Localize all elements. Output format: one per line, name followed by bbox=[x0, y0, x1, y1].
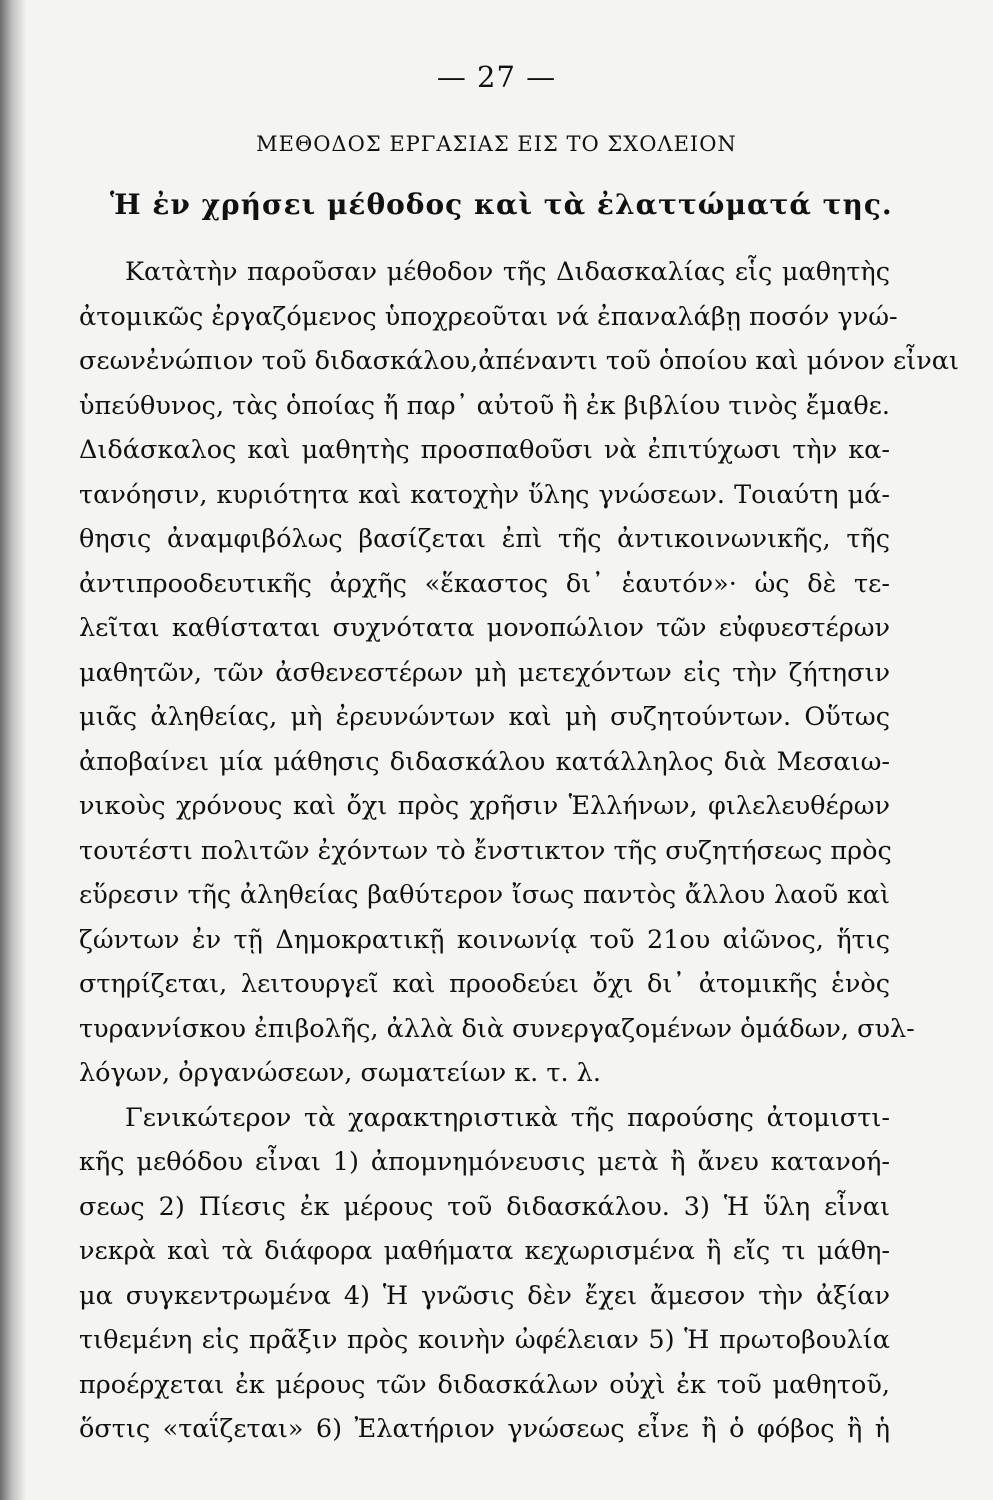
text-line: Γενικώτερον τὰ χαρακτηριστικὰ τῆς παρούσης ἀτομιστι- bbox=[125, 1103, 890, 1133]
text-line: τιθεμένη εἰς πρᾶξιν πρὸς κοινὴν ὠφέλειαν 5) Ἡ πρωτοβουλία bbox=[79, 1325, 890, 1355]
text-line: σεως 2) Πίεσις ἐκ μέρους τοῦ διδασκάλου. 3) Ἡ ὕλη εἶναι bbox=[79, 1192, 890, 1222]
page-number: — 27 — bbox=[436, 60, 557, 94]
text-line: εὕρεσιν τῆς ἀληθείας βαθύτερον ἴσως παντὸς ἄλλου λαοῦ καὶ bbox=[79, 880, 890, 910]
text-line: ἀτομικῶς ἐργαζόμενος ὑποχρεοῦται νά ἐπαναλάβῃ ποσόν γνώ- bbox=[79, 302, 898, 332]
text-line: ἀντιπροοδευτικῆς ἀρχῆς «ἕκαστος δι᾽ ἑαυτόν»· ὡς δὲ τε- bbox=[79, 569, 890, 599]
text-line: νικοὺς χρόνους καὶ ὄχι πρὸς χρῆσιν Ἑλλήνων, φιλελευθέρων bbox=[79, 791, 890, 821]
chapter-heading: ΜΕΘΟΔΟΣ ΕΡΓΑΣΙΑΣ ΕΙΣ ΤΟ ΣΧΟΛΕΙΟΝ bbox=[256, 132, 737, 156]
text-line: σεωνἐνώπιον τοῦ διδασκάλου,ἀπέναντι τοῦ ὁποίου καὶ μόνον εἶναι bbox=[79, 346, 959, 376]
text-line: κῆς μεθόδου εἶναι 1) ἀπομνημόνευσις μετὰ ἢ ἄνευ κατανοή- bbox=[79, 1147, 890, 1177]
text-line: τυραννίσκου ἐπιβολῆς, ἀλλὰ διὰ συνεργαζομένων ὁμάδων, συλ- bbox=[79, 1014, 915, 1044]
text-line: λεῖται καθίσταται συχνότατα μονοπώλιον τῶν εὐφυεστέρων bbox=[79, 613, 890, 643]
text-line: θησις ἀναμφιβόλως βασίζεται ἐπὶ τῆς ἀντικοινωνικῆς, τῆς bbox=[79, 524, 890, 554]
text-line: προέρχεται ἐκ μέρους τῶν διδασκάλων οὐχὶ ἐκ τοῦ μαθητοῦ, bbox=[79, 1370, 890, 1400]
text-line: τουτέστι πολιτῶν ἐχόντων τὸ ἔνστικτον τῆς συζητήσεως πρὸς bbox=[79, 836, 892, 866]
text-line: τανόησιν, κυριότητα καὶ κατοχὴν ὕλης γνώσεων. Τοιαύτη μά- bbox=[79, 480, 890, 510]
text-line: μαθητῶν, τῶν ἀσθενεστέρων μὴ μετεχόντων εἰς τὴν ζήτησιν bbox=[79, 658, 890, 688]
text-line: Κατὰτὴν παροῦσαν μέθοδον τῆς Διδασκαλίας εἷς μαθητὴς bbox=[125, 257, 890, 287]
section-subheading: Ἡ ἐν χρήσει μέθοδος καὶ τὰ ἐλαττώματά της. bbox=[110, 188, 893, 221]
text-line: μιᾶς ἀληθείας, μὴ ἐρευνώντων καὶ μὴ συζητούντων. Οὕτως bbox=[79, 702, 890, 732]
text-line: μα συγκεντρωμένα 4) Ἡ γνῶσις δὲν ἔχει ἄμεσον τὴν ἀξίαν bbox=[79, 1281, 890, 1311]
text-line: ἀποβαίνει μία μάθησις διδασκάλου κατάλληλος διὰ Μεσαιω- bbox=[79, 747, 890, 777]
binding-shadow bbox=[0, 0, 26, 1500]
text-line: στηρίζεται, λειτουργεῖ καὶ προοδεύει ὄχι δι᾽ ἀτομικῆς ἑνὸς bbox=[79, 969, 890, 999]
text-line: Διδάσκαλος καὶ μαθητὴς προσπαθοῦσι νὰ ἐπιτύχωσι τὴν κα- bbox=[79, 435, 890, 465]
text-line: νεκρὰ καὶ τὰ διάφορα μαθήματα κεχωρισμένα ἢ εἴς τι μάθη- bbox=[79, 1236, 890, 1266]
text-line: ὅστις «ταΐζεται» 6) Ἐλατήριον γνώσεως εἶνε ἢ ὁ φόβος ἢ ἡ bbox=[79, 1414, 890, 1444]
text-line: ζώντων ἐν τῇ Δημοκρατικῇ κοινωνίᾳ τοῦ 21ου αἰῶνος, ἥτις bbox=[79, 925, 890, 955]
text-line: λόγων, ὀργανώσεων, σωματείων κ. τ. λ. bbox=[79, 1058, 601, 1088]
text-line: ὑπεύθυνος, τὰς ὁποίας ἤ παρ᾽ αὐτοῦ ἢ ἐκ βιβλίου τινὸς ἔμαθε. bbox=[79, 391, 890, 421]
